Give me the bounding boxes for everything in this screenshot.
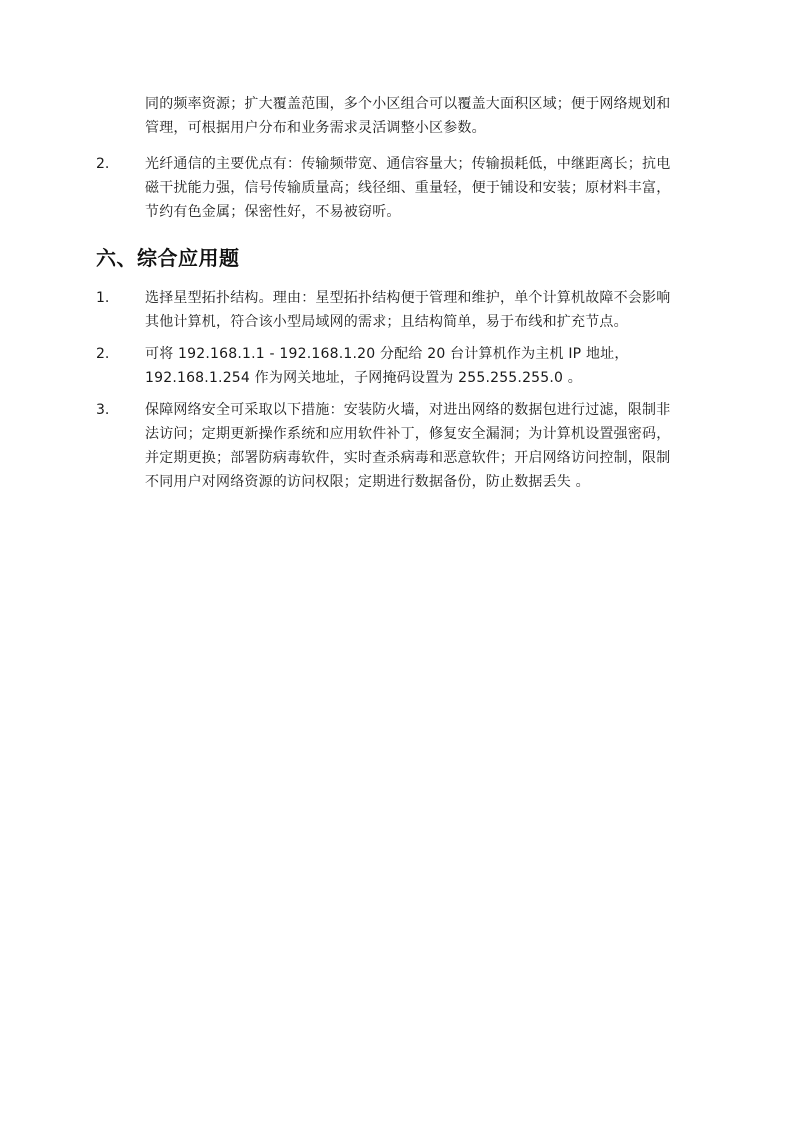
paragraph-line: 192.168.1.254 作为网关地址，子网掩码设置为 255.255.255.0 。 xyxy=(145,370,582,386)
paragraph-line: 磁干扰能力强，信号传输质量高；线径细、重量轻，便于铺设和安装；原材料丰富， xyxy=(145,180,671,196)
item-text xyxy=(145,342,705,390)
section-heading: 六、综合应用题 xyxy=(96,246,240,270)
paragraph-line: 可将 192.168.1.1 - 192.168.1.20 分配给 20 台计算机作为主机 IP 地址， xyxy=(145,346,629,362)
paragraph-line: 光纤通信的主要优点有：传输频带宽、通信容量大；传输损耗低，中继距离长；抗电 xyxy=(145,156,671,172)
item-number: 2. xyxy=(96,346,110,362)
item-text xyxy=(145,398,705,494)
paragraph-line: 节约有色金属；保密性好，不易被窃听。 xyxy=(145,204,401,220)
item-text xyxy=(145,152,705,224)
paragraph-line: 不同用户对网络资源的访问权限；定期进行数据备份，防止数据丢失 。 xyxy=(145,474,590,490)
paragraph-line: 保障网络安全可采取以下措施：安装防火墙，对进出网络的数据包进行过滤，限制非 xyxy=(145,402,671,418)
item-number: 2. xyxy=(96,156,110,172)
continued-answer-paragraph xyxy=(145,92,705,140)
paragraph-line: 选择星型拓扑结构。理由：星型拓扑结构便于管理和维护，单个计算机故障不会影响 xyxy=(145,290,671,306)
item-number: 1. xyxy=(96,290,110,306)
paragraph-line: 其他计算机，符合该小型局域网的需求；且结构简单，易于布线和扩充节点。 xyxy=(145,314,628,330)
paragraph-line: 管理，可根据用户分布和业务需求灵活调整小区参数。 xyxy=(145,120,486,136)
paragraph-line: 并定期更换；部署防病毒软件，实时查杀病毒和恶意软件；开启网络访问控制，限制 xyxy=(145,450,671,466)
paragraph-line: 法访问；定期更新操作系统和应用软件补丁，修复安全漏洞；为计算机设置强密码， xyxy=(145,426,671,442)
item-text xyxy=(145,286,705,334)
paragraph-line: 同的频率资源；扩大覆盖范围，多个小区组合可以覆盖大面积区域；便于网络规划和 xyxy=(145,96,671,112)
item-number: 3. xyxy=(96,402,110,418)
